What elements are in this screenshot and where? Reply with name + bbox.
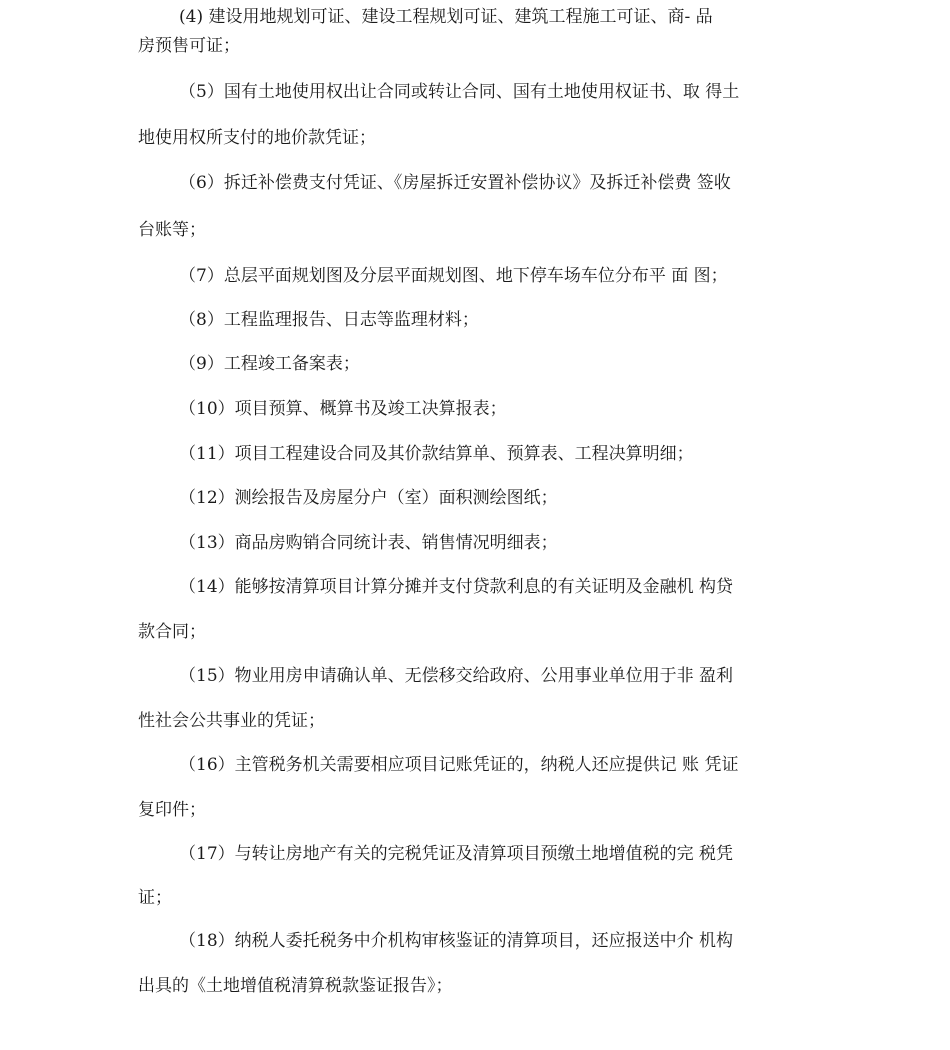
list-item-4-line-1: (4) 建设用地规划可证、建设工程规划可证、建筑工程施工可证、商- 品 [179, 7, 713, 27]
list-item-7: （7）总层平面规划图及分层平面规划图、地下停车场车位分布平 面 图； [179, 266, 728, 286]
list-item-9: （9）工程竣工备案表； [179, 354, 360, 374]
list-item-5-line-2: 地使用权所支付的地价款凭证； [138, 128, 376, 148]
list-item-18-line-2: 出具的《土地增值税清算税款鉴证报告》； [138, 976, 453, 996]
list-item-16-line-1: （16）主管税务机关需要相应项目记账凭证的，纳税人还应提供记 账 凭证 [179, 755, 739, 775]
list-item-14-line-2: 款合同； [138, 622, 206, 642]
list-item-14-line-1: （14）能够按清算项目计算分摊并支付贷款利息的有关证明及金融机 构贷 [179, 577, 734, 597]
list-item-17-line-1: （17）与转让房地产有关的完税凭证及清算项目预缴土地增值税的完 税凭 [179, 844, 734, 864]
list-item-12: （12）测绘报告及房屋分户（室）面积测绘图纸； [179, 488, 558, 508]
list-item-10: （10）项目预算、概算书及竣工决算报表； [179, 399, 507, 419]
list-item-13: （13）商品房购销合同统计表、销售情况明细表； [179, 533, 558, 553]
list-item-15-line-1: （15）物业用房申请确认单、无偿移交给政府、公用事业单位用于非 盈利 [179, 666, 734, 686]
list-item-4-line-2: 房预售可证； [138, 36, 240, 56]
list-item-15-line-2: 性社会公共事业的凭证； [138, 711, 325, 731]
list-item-16-line-2: 复印件； [138, 800, 206, 820]
list-item-8: （8）工程监理报告、日志等监理材料； [179, 310, 479, 330]
list-item-18-line-1: （18）纳税人委托税务中介机构审核鉴证的清算项目，还应报送中介 机构 [179, 931, 734, 951]
list-item-5-line-1: （5）国有土地使用权出让合同或转让合同、国有土地使用权证书、取 得土 [179, 82, 740, 102]
list-item-6-line-1: （6）拆迁补偿费支付凭证、《房屋拆迁安置补偿协议》及拆迁补偿费 签收 [179, 173, 731, 193]
list-item-17-line-2: 证； [138, 888, 172, 908]
list-item-6-line-2: 台账等； [138, 220, 206, 240]
list-item-11: （11）项目工程建设合同及其价款结算单、预算表、工程决算明细； [179, 444, 694, 464]
